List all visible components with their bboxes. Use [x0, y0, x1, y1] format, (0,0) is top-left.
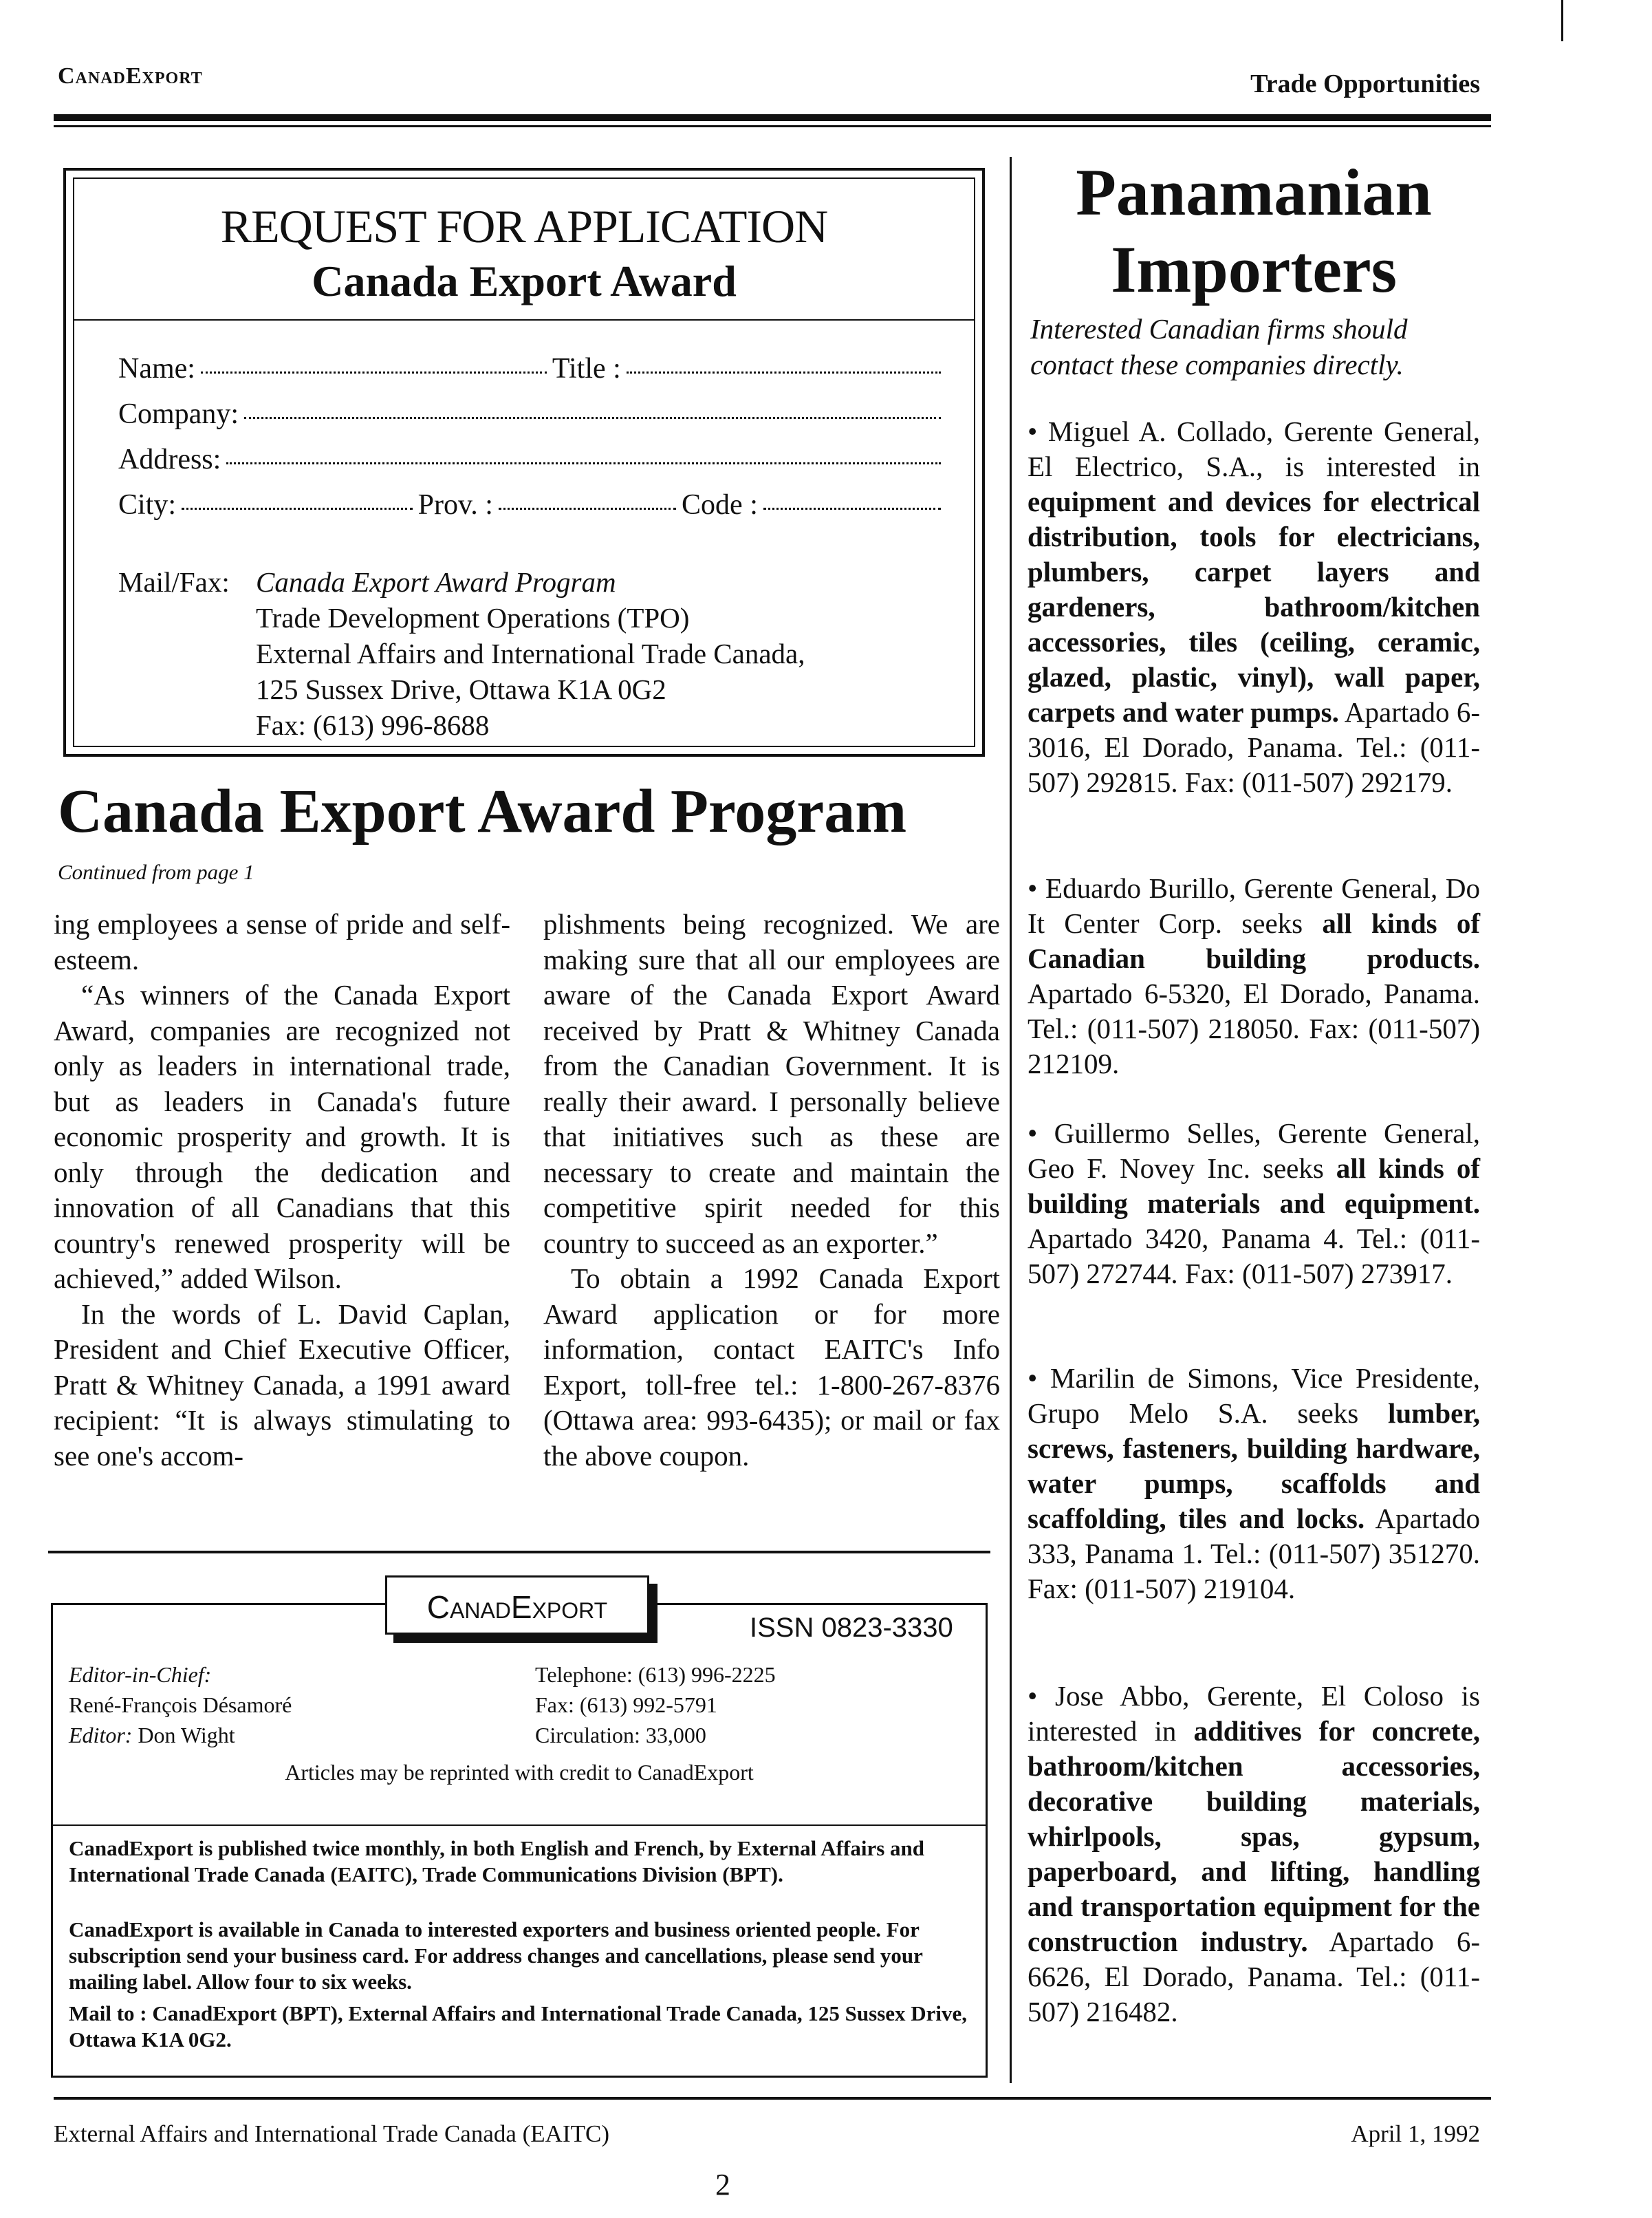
editor: Don Wight — [138, 1723, 235, 1747]
entry-products: additives for concrete, bathroom/kitchen accessories, decorative building materials, whirlpools, spas, gypsum, paperboard, and lifting, handling and transportation equipment for the construction industry. — [1028, 1715, 1480, 1957]
article-column-b — [543, 907, 1000, 1474]
name-label: Name: — [118, 353, 195, 385]
article-headline: Canada Export Award Program — [58, 777, 907, 846]
circulation: Circulation: 33,000 — [535, 1723, 706, 1747]
editor-in-chief: René-François Désamoré — [69, 1692, 292, 1717]
subscription-note: CanadExport is available in Canada to interested exporters and business oriented people. For subscription send your business card. For address changes and cancellations, please send your mailing label. Allow four to six weeks. — [69, 1917, 923, 1994]
paragraph: ing employees a sense of pride and self-esteem. — [54, 908, 510, 976]
coupon-divider — [74, 319, 974, 321]
header-section: Trade Opportunities — [1250, 69, 1480, 98]
page-number: 2 — [715, 2168, 730, 2201]
coupon-subtitle: Canada Export Award — [312, 257, 737, 305]
entry-products: all kinds of Canadian building products. — [1028, 907, 1480, 974]
telephone: Telephone: (613) 996-2225 — [535, 1662, 776, 1687]
continued-note: Continued from page 1 — [58, 860, 254, 884]
entry-text: • Marilin de Simons, Vice Presidente, Grupo Melo S.A. seeks — [1028, 1362, 1480, 1429]
city-row — [118, 488, 946, 521]
importer-entry — [1028, 1116, 1480, 1291]
editor-block — [69, 1659, 292, 1750]
code-field[interactable] — [763, 508, 941, 510]
prov-label: Prov. : — [417, 489, 493, 521]
paragraph: “As winners of the Canada Export Award, companies are recognized not only as leaders in international trade, but as leaders in Canada's future economic prosperity and growth. It is only through the dedication and innovation of all Canadians that this country's renewed prosperity will be achieved,” added Wilson. — [54, 979, 510, 1294]
entry-contact: Apartado 6-5320, El Dorado, Panama. Tel.: (011-507) 218050. Fax: (011-507) 212109. — [1028, 978, 1480, 1079]
importer-entry — [1028, 1361, 1480, 1606]
entry-products: equipment and devices for electrical distribution, tools for electricians, plumbers, carpet layers and gardeners, bathroom/kitchen accessories, tiles (ceiling, ceramic, glazed, plastic, vinyl), wall paper, carpets and water pumps. — [1028, 486, 1480, 728]
title-label: Title : — [552, 353, 621, 385]
paragraph: plishments being recognized. We are making sure that all our employees are aware of the Canada Export Award received by Pratt & Whitney Canada from the Canadian Government. It is really their award. I personally believe that initiatives such as these are necessary to create and maintain the competitive spirit needed for this country to succeed as an exporter.” — [543, 908, 1000, 1259]
fax: Fax: (613) 992-5791 — [535, 1692, 717, 1717]
sidebar-title-line: Importers — [1111, 233, 1397, 306]
top-rule — [54, 114, 1491, 121]
company-field[interactable] — [244, 417, 941, 419]
masthead-rule — [48, 1551, 990, 1553]
mail-address — [256, 564, 805, 743]
contact-block — [535, 1659, 776, 1750]
sidebar-title-line: Panamanian — [1076, 155, 1432, 229]
prov-field[interactable] — [499, 508, 676, 510]
masthead-divider — [51, 1824, 988, 1826]
address-line: Fax: (613) 996-8688 — [256, 709, 490, 741]
paragraph: In the words of L. David Caplan, President and Chief Executive Officer, Pratt & Whitney Canada, a 1991 award recipient: “It is always stimulating to see one's accom- — [54, 1298, 510, 1472]
editor-label: Editor: — [69, 1723, 133, 1747]
issn: ISSN 0823-3330 — [750, 1613, 953, 1643]
address-label: Address: — [118, 444, 221, 475]
importer-entry — [1028, 871, 1480, 1081]
city-label: City: — [118, 489, 177, 521]
entry-text: • Miguel A. Collado, Gerente General, El Electrico, S.A., is interested in — [1028, 416, 1480, 482]
importer-entry — [1028, 1679, 1480, 2029]
address-line: Canada Export Award Program — [256, 566, 616, 598]
city-field[interactable] — [182, 508, 413, 510]
entry-contact: Apartado 6-3016, El Dorado, Panama. Tel.: (011-507) 292815. Fax: (011-507) 292179. — [1028, 696, 1480, 798]
mail-block — [118, 564, 805, 741]
header-publication: CanadExport — [58, 63, 203, 89]
publication-note: CanadExport is published twice monthly, in both English and French, by External Affairs and International Trade Canada (EAITC), Trade Communications Division (BPT). — [69, 1836, 924, 1886]
address-line: 125 Sussex Drive, Ottawa K1A 0G2 — [256, 674, 666, 705]
address-line: Trade Development Operations (TPO) — [256, 602, 690, 634]
editor-in-chief-label: Editor-in-Chief: — [69, 1662, 212, 1687]
article-column-a — [54, 907, 510, 1474]
footer-date: April 1, 1992 — [1351, 2120, 1480, 2147]
entry-contact: Apartado 6-6626, El Dorado, Panama. Tel.: (011-507) 216482. — [1028, 1926, 1480, 2027]
code-label: Code : — [682, 489, 758, 521]
sidebar-intro: Interested Canadian firms should contact these companies directly. — [1030, 313, 1408, 380]
name-field[interactable] — [201, 372, 547, 374]
company-row — [118, 398, 946, 431]
entry-text: • Eduardo Burillo, Gerente General, Do It Center Corp. seeks — [1028, 872, 1480, 939]
importer-entry — [1028, 414, 1480, 800]
paragraph: To obtain a 1992 Canada Export Award application or for more information, contact EAITC's Info Export, toll-free tel.: 1-800-267-8376 (Ottawa area: 993-6435); or mail or fax the above coupon. — [543, 1262, 1000, 1472]
mail-label: Mail/Fax: — [118, 566, 230, 598]
coupon-title: REQUEST FOR APPLICATION — [220, 200, 828, 252]
masthead-title: CanadExport — [385, 1575, 649, 1635]
column-separator — [1010, 157, 1012, 2083]
entry-contact: Apartado 333, Panama 1. Tel.: (011-507) 351270. Fax: (011-507) 219104. — [1028, 1503, 1480, 1604]
name-title-row — [118, 352, 946, 385]
address-field[interactable] — [226, 462, 941, 464]
entry-products: lumber, screws, fasteners, building hardware, water pumps, scaffolds and scaffolding, tiles and locks. — [1028, 1397, 1480, 1534]
address-line: External Affairs and International Trade Canada, — [256, 638, 805, 669]
entry-contact: Apartado 3420, Panama 4. Tel.: (011-507) 272744. Fax: (011-507) 273917. — [1028, 1223, 1480, 1289]
company-label: Company: — [118, 398, 239, 430]
reprint-note: Articles may be reprinted with credit to CanadExport — [285, 1760, 754, 1785]
footer-publisher: External Affairs and International Trade Canada (EAITC) — [54, 2120, 609, 2147]
application-coupon — [63, 168, 985, 757]
entry-products: all kinds of building materials and equipment. — [1028, 1152, 1480, 1219]
sidebar-title — [1017, 154, 1491, 308]
entry-text: • Guillermo Selles, Gerente General, Geo F. Novey Inc. seeks — [1028, 1117, 1480, 1184]
top-rule-thin — [54, 125, 1491, 127]
editor-line — [69, 1720, 292, 1750]
margin-mark — [1561, 0, 1563, 41]
entry-text: • Jose Abbo, Gerente, El Coloso is interested in — [1028, 1680, 1480, 1747]
bottom-rule — [54, 2097, 1491, 2100]
mail-to-note: Mail to : CanadExport (BPT), External Affairs and International Trade Canada, 125 Sussex Drive, Ottawa K1A 0G2. — [69, 2001, 968, 2052]
address-row — [118, 443, 946, 476]
title-field[interactable] — [627, 372, 941, 374]
